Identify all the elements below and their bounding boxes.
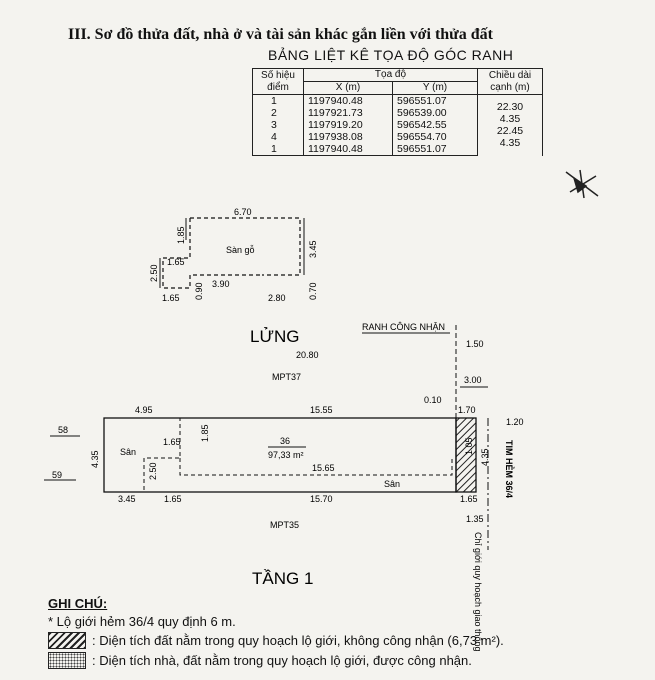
x-value: 1197938.08 — [304, 131, 393, 143]
x-value: 1197921.73 — [304, 107, 393, 119]
note-text: : Diện tích nhà, đất nằm trong quy hoạch lộ giới, được công nhận. — [92, 653, 472, 668]
y-value: 596539.00 — [393, 107, 478, 119]
point-id: 3 — [253, 119, 304, 131]
dim-label: 4.35 — [90, 450, 100, 468]
x-value: 1197919.20 — [304, 119, 393, 131]
dim-label: 1.05 — [464, 437, 474, 455]
note-line — [48, 652, 504, 669]
neighbor-58: 58 — [58, 425, 69, 435]
notes-heading: GHI CHÚ: — [48, 596, 108, 611]
dim-label: 6.70 — [234, 207, 252, 217]
y-value: 596551.07 — [393, 95, 478, 108]
dim-label: 15.70 — [310, 494, 333, 504]
road-limit-label: Chỉ giới quy hoạch giao thông — [473, 532, 483, 652]
point-id: 1 — [253, 143, 304, 156]
boundary-label: RANH CÔNG NHẬN — [362, 322, 446, 332]
hatch-legend-icon — [48, 632, 86, 649]
point-id: 2 — [253, 107, 304, 119]
header-point: Số hiệu điểm — [253, 69, 304, 95]
edge-length: 22.30 — [496, 101, 524, 114]
dim-label: 1.65 — [163, 437, 181, 447]
dim-label: 2.50 — [149, 264, 159, 282]
dim-label: 20.80 — [296, 350, 319, 360]
mezzanine-room-label: Sàn gỗ — [226, 245, 255, 255]
mezzanine-floor-label: LỬNG — [250, 327, 300, 346]
header-length: Chiều dài cạnh (m) — [478, 69, 543, 95]
y-value: 596551.07 — [393, 143, 478, 156]
south-neighbor-label: MPT35 — [270, 520, 300, 530]
note-line — [48, 632, 504, 649]
ground-floor-plan — [104, 418, 488, 550]
header-coord: Tọa độ — [304, 69, 478, 82]
dim-label: 15.65 — [312, 463, 335, 473]
dim-label: 1.70 — [458, 405, 476, 415]
dim-label: 1.85 — [176, 226, 186, 244]
note-text: : Diện tích đất nằm trong quy hoạch lộ giới, không công nhận (6,73 m²). — [92, 633, 504, 648]
edge-length: 22.45 — [496, 125, 524, 138]
dim-label: 1.65 — [162, 293, 180, 303]
dotted-legend-icon — [48, 652, 86, 669]
dim-label: 0.10 — [424, 395, 442, 405]
point-id: 4 — [253, 131, 304, 143]
notes-section — [48, 596, 504, 669]
san-left-label: Sân — [120, 447, 137, 457]
dim-label: 1.65 — [164, 494, 182, 504]
dim-label: 15.55 — [310, 405, 333, 415]
dim-label: 2.50 — [148, 462, 158, 480]
dim-label: 1.35 — [466, 514, 484, 524]
dim-label: 3.45 — [118, 494, 136, 504]
alley-label: TIM HẺM 36/4 — [504, 440, 514, 499]
dim-label: 1.20 — [506, 417, 524, 427]
dim-label: 3.00 — [464, 375, 482, 385]
section-title: III. Sơ đồ thửa đất, nhà ở và tài sản khác gắn liền với thửa đất — [68, 26, 493, 43]
header-y: Y (m) — [393, 82, 478, 95]
parcel-number: 36 — [280, 436, 291, 446]
ground-floor-label: TẦNG 1 — [252, 569, 314, 588]
dim-label: 0.70 — [308, 282, 318, 300]
dim-label: 1.65 — [167, 257, 185, 267]
san-bottom-label: Sân — [384, 479, 401, 489]
edge-length: 4.35 — [499, 137, 521, 150]
dim-label: 0.90 — [194, 282, 204, 300]
parcel-area: 97,33 m² — [268, 450, 304, 460]
edge-length: 4.35 — [499, 113, 521, 126]
north-neighbor-label: MPT37 — [272, 372, 302, 382]
y-value: 596542.55 — [393, 119, 478, 131]
dim-label: 4.95 — [135, 405, 153, 415]
note-line: * Lộ giới hẻm 36/4 quy định 6 m. — [48, 614, 236, 629]
y-value: 596554.70 — [393, 131, 478, 143]
neighbor-59: 59 — [52, 470, 63, 480]
dim-label: 3.45 — [308, 240, 318, 258]
dim-label: 1.85 — [200, 424, 210, 442]
x-value: 1197940.48 — [304, 95, 393, 108]
x-value: 1197940.48 — [304, 143, 393, 156]
dim-label: 1.50 — [466, 339, 484, 349]
dim-label: 1.65 — [460, 494, 478, 504]
point-id: 1 — [253, 95, 304, 108]
dim-label: 4.35 — [480, 448, 490, 466]
header-x: X (m) — [304, 82, 393, 95]
north-arrow-icon — [566, 170, 598, 198]
coord-table-title: BẢNG LIỆT KÊ TỌA ĐỘ GÓC RANH — [268, 47, 514, 63]
dim-label: 2.80 — [268, 293, 286, 303]
dim-label: 3.90 — [212, 279, 230, 289]
